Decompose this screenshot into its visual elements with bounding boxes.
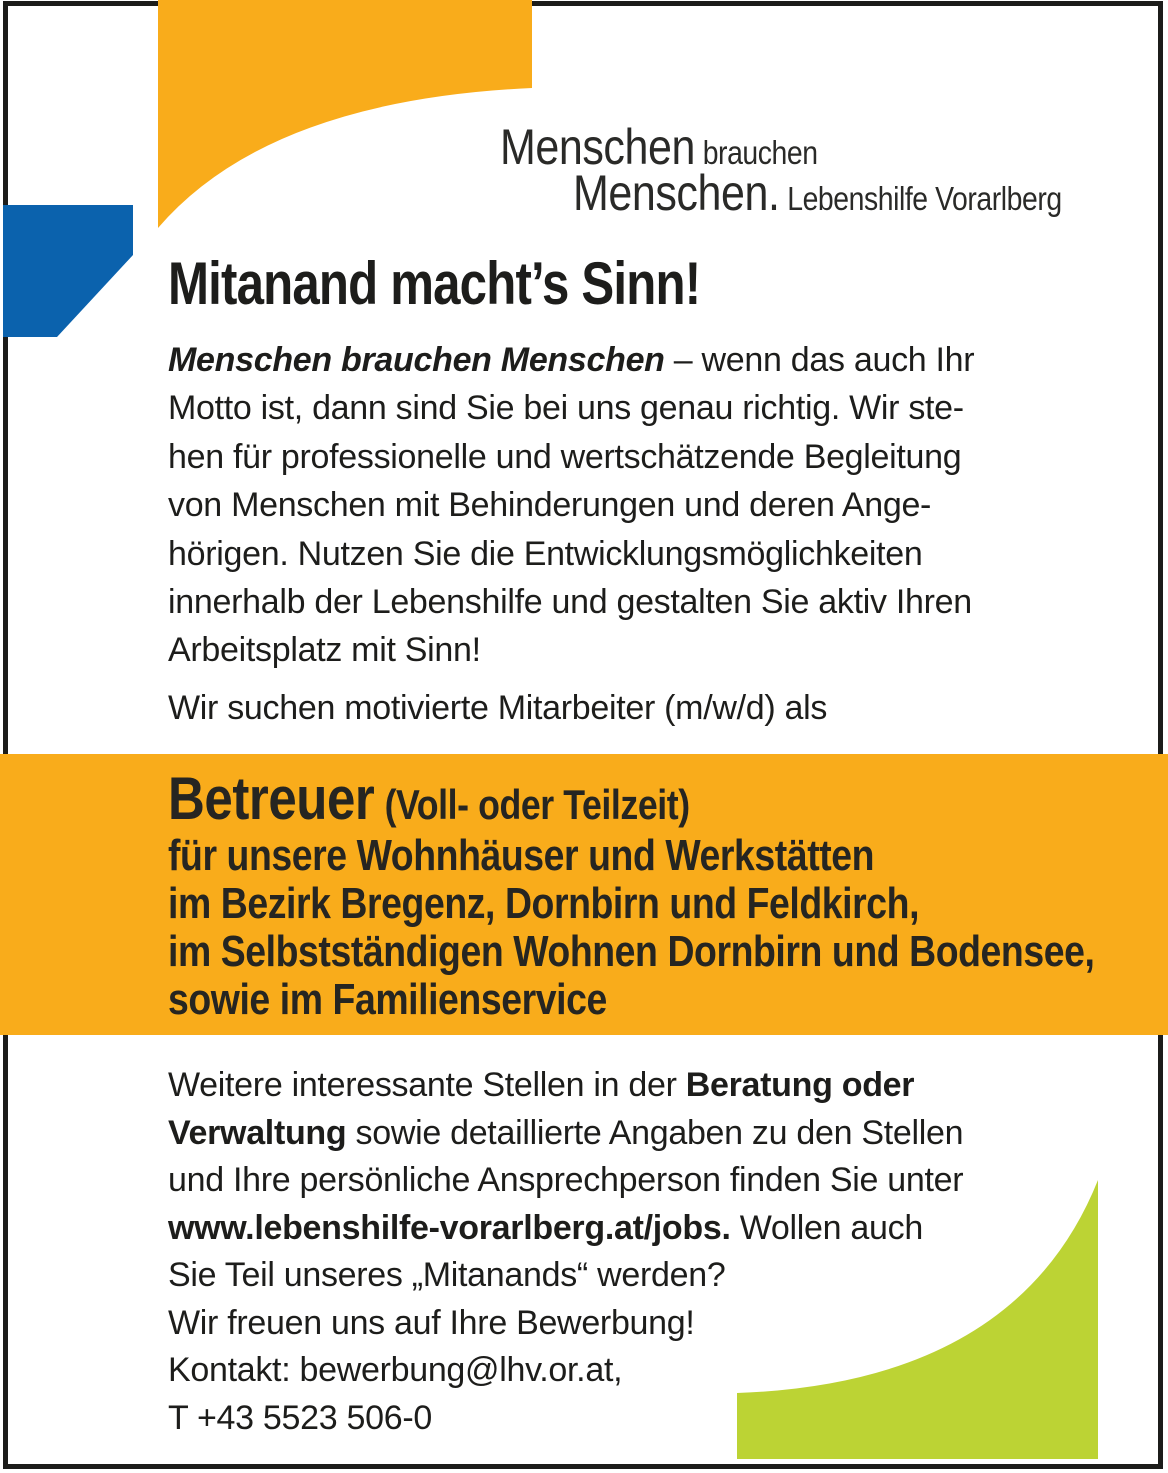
intro-paragraph: Menschen brauchen Menschen – wenn das auch Ihr Motto ist, dann sind Sie bei uns genau richtig. Wir ste- hen für professionelle und wertschätzende Begleitung von Menschen mit Behinderungen und deren Ange- hörigen. Nutzen Sie die Entwicklungsmöglichkeiten innerhalb der Lebenshilfe und gestalten Sie aktiv Ihren Arbeitsplatz mit Sinn!	[168, 341, 975, 670]
orange-swoosh-shape	[158, 0, 532, 228]
orange-swoosh-decoration	[158, 0, 532, 228]
lead-in-line: Wir suchen motivierte Mitarbeiter (m/w/d) als	[168, 689, 828, 727]
logo-brauchen: brauchen	[702, 134, 818, 171]
logo-org-name: Lebenshilfe Vorarlberg	[787, 180, 1062, 217]
job-title: Betreuer	[168, 765, 375, 832]
blue-corner-decoration	[3, 205, 133, 337]
headline: Mitanand macht’s Sinn!	[168, 250, 701, 317]
job-scope-lines: für unsere Wohnhäuser und Werkstätten im Bezirk Bregenz, Dornbirn und Feldkirch, im Selbstständigen Wohnen Dornbirn und Bodensee, sowie im Familienservice	[168, 831, 1095, 1024]
job-title-worktime: (Voll- oder Teilzeit)	[384, 781, 690, 828]
logo-menschen-1: Menschen	[500, 119, 695, 175]
logo-line-2	[573, 165, 1062, 221]
logo-menschen-2: Menschen.	[573, 165, 780, 221]
outro-paragraph: Weitere interessante Stellen in der Beratung oder Verwaltung sowie detaillierte Angaben zu den Stellen und Ihre persönliche Ansprechperson finden Sie unter www.lebenshilfe-vorarlberg.at/jobs. Wollen auch Sie Teil unseres „Mitanands“ werden? Wir freuen uns auf Ihre Bewerbung! Kontakt: bewerbung@lhv.or.at, T +43 5523 506-0	[168, 1066, 964, 1437]
blue-corner-shape	[3, 205, 133, 337]
